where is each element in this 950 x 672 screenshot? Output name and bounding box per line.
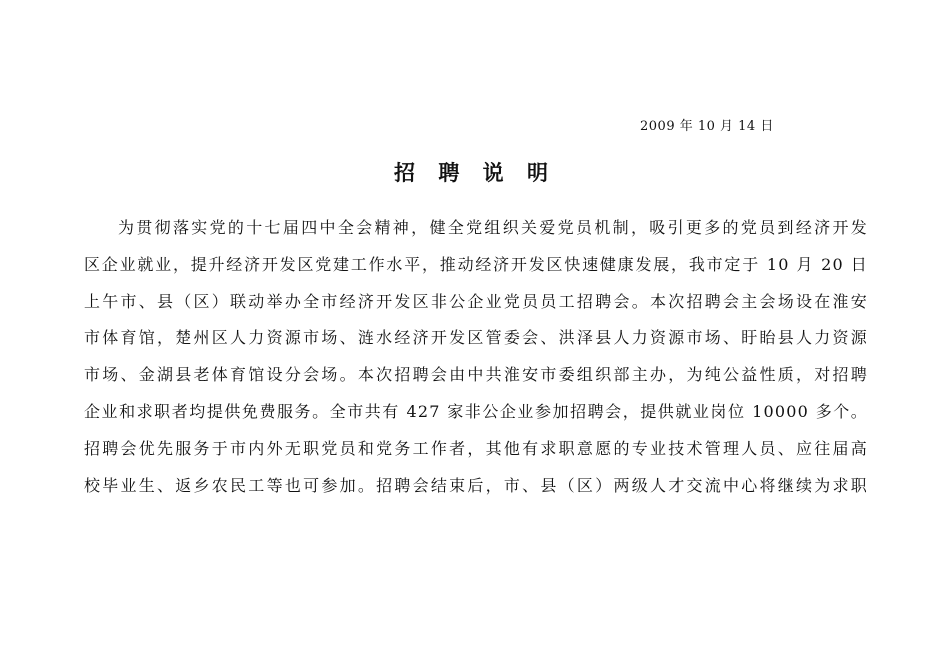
body-line-4: 市体育馆，楚州区人力资源市场、涟水经济开发区管委会、洪泽县人力资源市场、盱眙县人力资源: [84, 328, 868, 348]
body-line-5: 市场、金湖县老体育馆设分会场。本次招聘会由中共淮安市委组织部主办，为纯公益性质，对招聘: [84, 365, 868, 385]
body-line-7: 招聘会优先服务于市内外无职党员和党务工作者，其他有求职意愿的专业技术管理人员、应往届高: [84, 438, 868, 458]
document-date: 2009 年 10 月 14 日: [640, 119, 774, 134]
body-line-3: 上午市、县（区）联动举办全市经济开发区非公企业党员员工招聘会。本次招聘会主会场设在淮安: [84, 291, 868, 311]
body-line-2: 区企业就业，提升经济开发区党建工作水平，推动经济开发区快速健康发展，我市定于 10 月 20 日: [84, 254, 868, 274]
body-line-8: 校毕业生、返乡农民工等也可参加。招聘会结束后，市、县（区）两级人才交流中心将继续为求职: [84, 475, 868, 495]
document-body: [84, 210, 868, 504]
body-line-1: 为贯彻落实党的十七届四中全会精神，健全党组织关爱党员机制，吸引更多的党员到经济开发: [118, 218, 868, 237]
body-line-6: 企业和求职者均提供免费服务。全市共有 427 家非公企业参加招聘会，提供就业岗位 10000 多个。: [84, 401, 868, 421]
document-title: 招 聘 说 明: [394, 160, 556, 185]
